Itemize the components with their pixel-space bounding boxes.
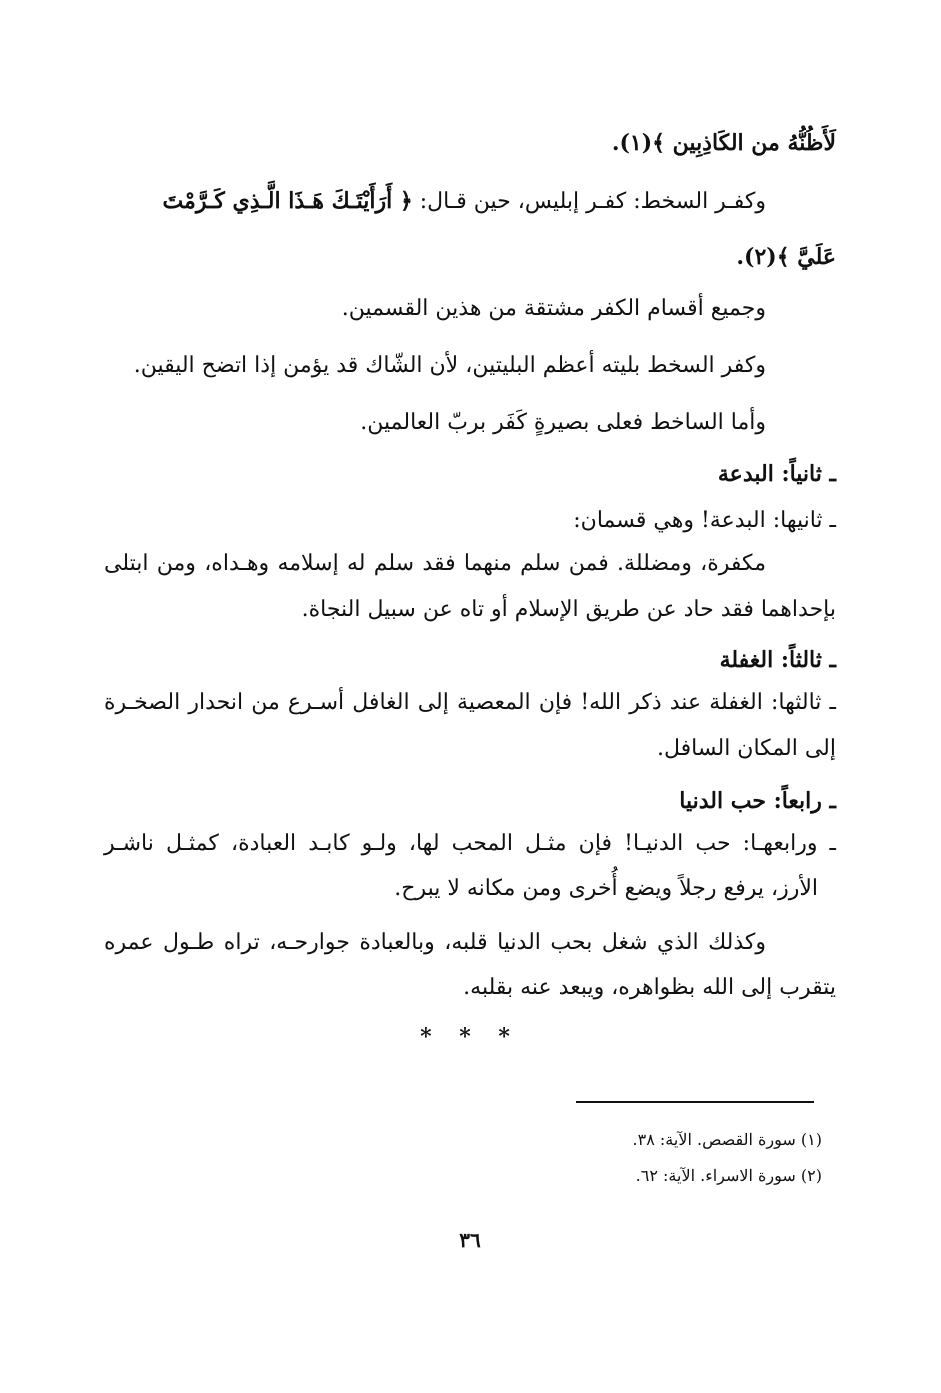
paragraph-line: وأما الساخط فعلى بصيرةٍ كَفَر بربّ العالمين. xyxy=(360,410,766,435)
paragraph-line: وكفر السخط بليته أعظم البليتين، لأن الشّاك قد يؤمن إذا اتضح اليقين. xyxy=(133,353,766,378)
quran-verse-end-line: لَأَظُنُّهُ من الكَاذِبِين ﴾(١). xyxy=(611,130,836,156)
section-heading-second: ـ ثانياً: البدعة xyxy=(717,461,836,487)
paragraph-line: ـ ورابعهـا: حب الدنيـا! فإن مثـل المحب لها، ولـو كابـد العبادة، كمثـل ناشـر xyxy=(104,831,836,856)
paragraph-line: الأرز، يرفع رجلاً ويضع أُخرى ومن مكانه لا يبرح. xyxy=(394,876,818,901)
section-heading-third: ـ ثالثاً: الغفلة xyxy=(719,647,836,673)
section-heading-fourth: ـ رابعاً: حب الدنيا xyxy=(679,788,836,814)
section-separator: * * * xyxy=(420,1024,520,1050)
sakht-intro-text: وكفـر السخط: كفـر إبليس، حين قـال: xyxy=(412,189,766,214)
paragraph-line xyxy=(104,188,836,214)
paragraph-line: ـ ثانيها: البدعة! وهي قسمان: xyxy=(573,508,836,533)
paragraph-line: وكذلك الذي شغل بحب الدنيا قلبه، وبالعبادة جوارحـه، تراه طـول عمره xyxy=(104,930,766,955)
paragraph-line: مكفرة، ومضللة. فمن سلم منهما فقد سلم له إسلامه وهـداه، ومن ابتلى xyxy=(104,551,766,576)
paragraph-line: ـ ثالثها: الغفلة عند ذكر الله! فإن المعصية إلى الغافل أسـرع من انحدار الصخـرة xyxy=(104,690,836,715)
paragraph-line: وجميع أقسام الكفر مشتقة من هذين القسمين. xyxy=(341,296,766,321)
footnote-divider xyxy=(576,1101,814,1103)
paragraph-line: يتقرب إلى الله بظواهره، ويبعد عنه بقلبه. xyxy=(463,975,836,1000)
paragraph-line: إلى المكان السافل. xyxy=(657,736,836,761)
footnote-1: (١) سورة القصص. الآية: ٣٨. xyxy=(632,1130,822,1149)
book-page xyxy=(104,118,836,1278)
paragraph-line: بإحداهما فقد حاد عن طريق الإسلام أو تاه عن سبيل النجاة. xyxy=(301,597,836,622)
footnote-2: (٢) سورة الاسراء. الآية: ٦٢. xyxy=(635,1166,822,1185)
quran-verse-start: ﴿ أَرَأَيْتَـكَ هَـذَا الَّـذِي كَـرَّمْتَ xyxy=(162,188,413,214)
quran-verse-close-line: عَلَيَّ ﴾(٢). xyxy=(736,244,836,270)
page-number: ٣٦ xyxy=(459,1228,481,1252)
